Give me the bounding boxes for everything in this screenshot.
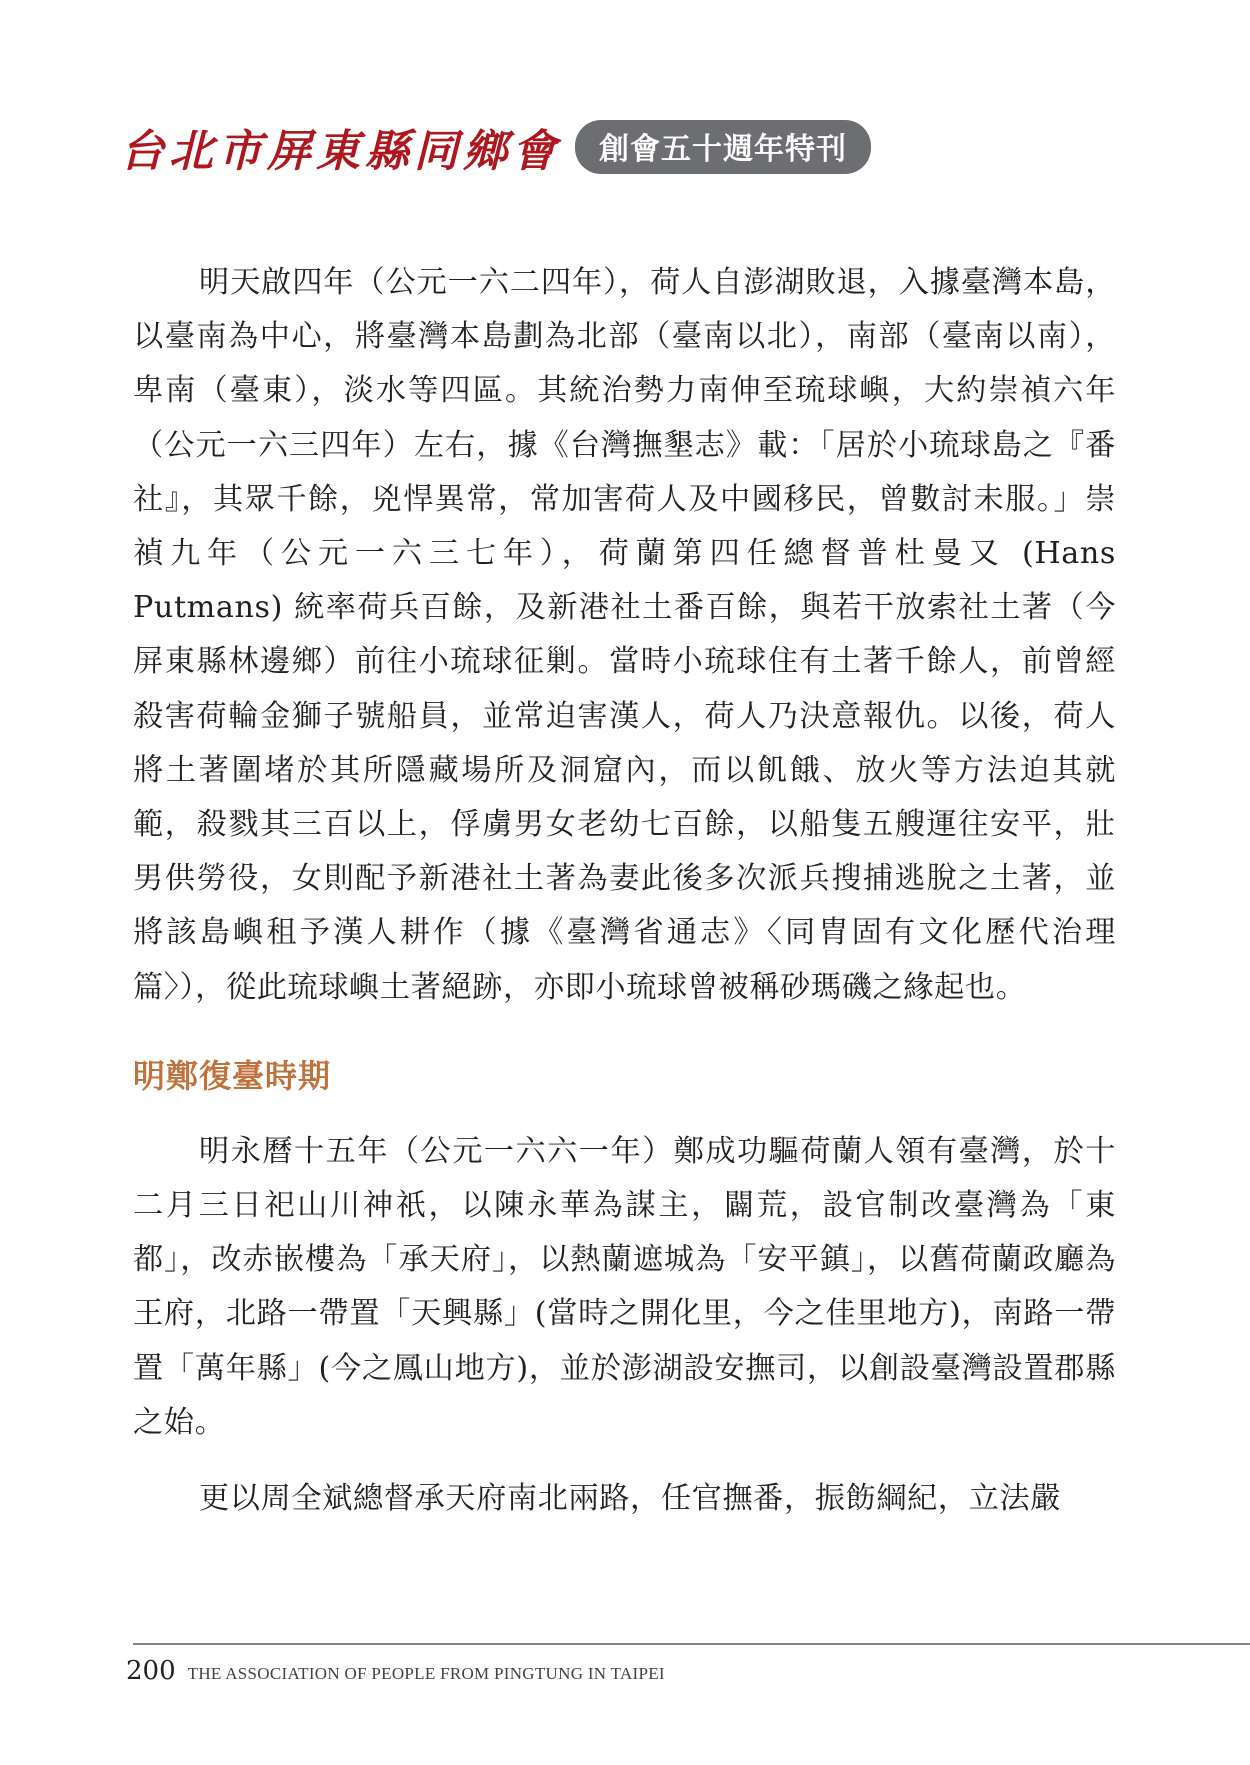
paragraph-dutch-era: 明天啟四年（公元一六二四年），荷人自澎湖敗退，入據臺灣本島，以臺南為中心，將臺灣本島劃為北部（臺南以北），南部（臺南以南），卑南（臺東），淡水等四區。其統治勢力南伸至琉球嶼，大約崇禎六年（公元一六三四年）左右，據《台灣撫墾志》載：「居於小琉球島之『番社』，其眾千餘，兇悍異常，常加害荷人及中國移民，曾數討未服。」崇禎九年（公元一六三七年），荷蘭第四任總督普杜曼又 (Hans Putmans) 統率荷兵百餘，及新港社土番百餘，與若干放索社土著（今屏東縣林邊鄉）前往小琉球征剿。當時小琉球住有土著千餘人，前曾經殺害荷輪金獅子號船員，並常迫害漢人，荷人乃決意報仇。以後，荷人將土著圍堵於其所隱藏場所及洞窟內，而以飢餓、放火等方法迫其就範，殺戮其三百以上，俘虜男女老幼七百餘，以船隻五艘運往安平，壯男供勞役，女則配予新港社土著為妻此後多次派兵搜捕逃脫之土著，並將該島嶼租予漢人耕作（據《臺灣省通志》〈同胄固有文化歷代治理篇〉），從此琉球嶼土著絕跡，亦即小琉球曾被稱砂瑪磯之緣起也。: [133, 265, 1116, 1005]
footer-divider: [133, 1643, 1250, 1645]
publication-name: THE ASSOCIATION OF PEOPLE FROM PINGTUNG IN TAIPEI: [187, 1664, 665, 1683]
paragraph-continued: 更以周全斌總督承天府南北兩路，任官撫番，振飭綱紀，立法嚴: [199, 1481, 1062, 1517]
section-heading: 明鄭復臺時期: [133, 1056, 332, 1095]
page-header: [120, 112, 871, 182]
page-number: 200: [126, 1656, 176, 1686]
association-name-logo: 台北市屏東縣同鄉會: [120, 126, 561, 177]
page-footer: [126, 1656, 665, 1686]
paragraph-ming-zheng: 明永曆十五年（公元一六六一年）鄭成功驅荷蘭人領有臺灣，於十二月三日祀山川神祇，以陳永華為謀主，闢荒，設官制改臺灣為「東都」，改赤嵌樓為「承天府」，以熱蘭遮城為「安平鎮」，以舊荷蘭政廳為王府，北路一帶置「天興縣」(當時之開化里，今之佳里地方)，南路一帶置「萬年縣」(今之鳳山地方)，並於澎湖設安撫司，以創設臺灣設置郡縣之始。: [133, 1133, 1116, 1440]
article-body: [133, 256, 1116, 1526]
issue-title-badge: 創會五十週年特刊: [575, 120, 871, 174]
paragraph-spacer: [133, 1450, 1116, 1472]
